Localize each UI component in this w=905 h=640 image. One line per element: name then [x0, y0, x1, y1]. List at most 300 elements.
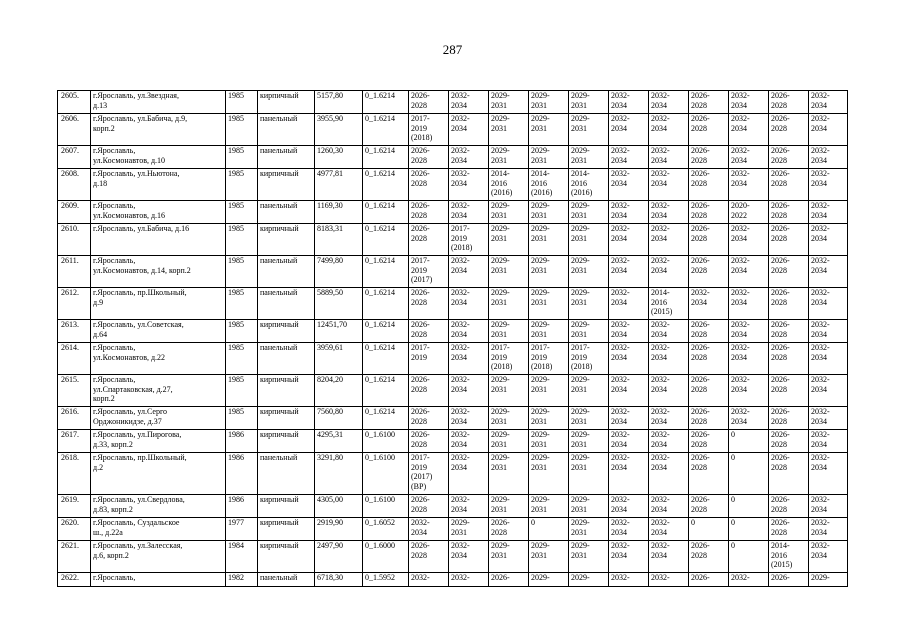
- period-cell: 2029- 2031: [529, 114, 569, 146]
- area-cell: 3291,80: [315, 453, 363, 495]
- period-cell: 2029- 2031: [529, 430, 569, 453]
- period-cell: 2032- 2034: [609, 256, 649, 288]
- period-cell: 2026- 2028: [689, 320, 729, 343]
- period-cell: 2026- 2028: [409, 495, 449, 518]
- period-cell: 2026- 2028: [689, 453, 729, 495]
- period-cell: 2014- 2016 (2016): [489, 169, 529, 201]
- table-body: [58, 91, 848, 587]
- period-cell: 2032- 2034: [649, 453, 689, 495]
- row-number-cell: 2618.: [58, 453, 91, 495]
- code-cell: 0_1.6100: [363, 430, 409, 453]
- period-cell: 2029- 2031: [569, 495, 609, 518]
- period-cell: 2029- 2031: [569, 91, 609, 114]
- row-number-cell: 2605.: [58, 91, 91, 114]
- address-cell: г.Ярославль, ул.Космонавтов, д.10: [91, 146, 226, 169]
- period-cell: 2026- 2028: [689, 146, 729, 169]
- period-cell: 2032- 2034: [649, 343, 689, 375]
- period-cell: 2014- 2016 (2015): [769, 541, 809, 573]
- period-cell: 2032- 2034: [609, 495, 649, 518]
- table-row: [58, 453, 848, 495]
- period-cell: 2026- 2028: [769, 256, 809, 288]
- period-cell: 2029- 2031: [489, 146, 529, 169]
- period-cell: 2029- 2031: [569, 430, 609, 453]
- period-cell: 2032- 2034: [649, 518, 689, 541]
- code-cell: 0_1.6000: [363, 541, 409, 573]
- area-cell: 4305,00: [315, 495, 363, 518]
- period-cell: 2029- 2031: [569, 375, 609, 407]
- row-number-cell: 2621.: [58, 541, 91, 573]
- period-cell: 2032- 2034: [449, 91, 489, 114]
- period-cell: 2017- 2019 (2018): [529, 343, 569, 375]
- period-cell: 2026- 2028: [769, 201, 809, 224]
- area-cell: 3955,90: [315, 114, 363, 146]
- code-cell: 0_1.6214: [363, 224, 409, 256]
- year-cell: 1985: [226, 114, 258, 146]
- table-row: [58, 495, 848, 518]
- period-cell: 2032- 2034: [609, 407, 649, 430]
- period-cell: 2029- 2031: [569, 518, 609, 541]
- table-row: [58, 169, 848, 201]
- year-cell: 1986: [226, 453, 258, 495]
- period-cell: 2017- 2019 (2018): [409, 114, 449, 146]
- code-cell: 0_1.5952: [363, 573, 409, 587]
- period-cell: 0: [529, 518, 569, 541]
- period-cell: 2029- 2031: [529, 256, 569, 288]
- code-cell: 0_1.6214: [363, 343, 409, 375]
- period-cell: 2029-: [569, 573, 609, 587]
- area-cell: 5157,80: [315, 91, 363, 114]
- period-cell: 2032- 2034: [649, 256, 689, 288]
- period-cell: 0: [689, 518, 729, 541]
- area-cell: 5889,50: [315, 288, 363, 320]
- period-cell: 2029- 2031: [569, 146, 609, 169]
- period-cell: 2032- 2034: [609, 201, 649, 224]
- period-cell: 2029-: [809, 573, 848, 587]
- year-cell: 1985: [226, 320, 258, 343]
- year-cell: 1984: [226, 541, 258, 573]
- period-cell: 2026- 2028: [689, 114, 729, 146]
- wall-material-cell: кирпичный: [258, 518, 315, 541]
- period-cell: 2032- 2034: [809, 407, 848, 430]
- address-cell: г.Ярославль, ул.Пирогова, д.33, корп.2: [91, 430, 226, 453]
- wall-material-cell: панельный: [258, 201, 315, 224]
- period-cell: 2032- 2034: [649, 541, 689, 573]
- code-cell: 0_1.6214: [363, 201, 409, 224]
- table-row: [58, 541, 848, 573]
- wall-material-cell: кирпичный: [258, 320, 315, 343]
- table-row: [58, 430, 848, 453]
- wall-material-cell: кирпичный: [258, 169, 315, 201]
- wall-material-cell: кирпичный: [258, 375, 315, 407]
- period-cell: 2032- 2034: [809, 256, 848, 288]
- period-cell: 2032- 2034: [449, 375, 489, 407]
- housing-repair-schedule-table: [57, 90, 848, 587]
- period-cell: 2029- 2031: [489, 91, 529, 114]
- period-cell: 2029- 2031: [569, 201, 609, 224]
- area-cell: 8183,31: [315, 224, 363, 256]
- period-cell: 2017- 2019 (2018): [449, 224, 489, 256]
- period-cell: 2026- 2028: [409, 430, 449, 453]
- period-cell: 2032-: [449, 573, 489, 587]
- period-cell: 2032- 2034: [809, 495, 848, 518]
- year-cell: 1986: [226, 430, 258, 453]
- wall-material-cell: панельный: [258, 288, 315, 320]
- period-cell: 2032- 2034: [649, 495, 689, 518]
- wall-material-cell: кирпичный: [258, 407, 315, 430]
- period-cell: 2026- 2028: [769, 343, 809, 375]
- wall-material-cell: панельный: [258, 256, 315, 288]
- period-cell: 2026- 2028: [409, 224, 449, 256]
- wall-material-cell: панельный: [258, 114, 315, 146]
- period-cell: 2029- 2031: [529, 453, 569, 495]
- period-cell: 2032- 2034: [809, 320, 848, 343]
- period-cell: 2032- 2034: [809, 453, 848, 495]
- period-cell: 2029- 2031: [449, 518, 489, 541]
- year-cell: 1986: [226, 495, 258, 518]
- period-cell: 2029- 2031: [489, 320, 529, 343]
- row-number-cell: 2613.: [58, 320, 91, 343]
- period-cell: 2029- 2031: [529, 375, 569, 407]
- wall-material-cell: панельный: [258, 343, 315, 375]
- period-cell: 2032- 2034: [649, 169, 689, 201]
- period-cell: 2032-: [729, 573, 769, 587]
- period-cell: 2029- 2031: [529, 320, 569, 343]
- period-cell: 2026- 2028: [769, 430, 809, 453]
- area-cell: 4295,31: [315, 430, 363, 453]
- period-cell: 0: [729, 541, 769, 573]
- period-cell: 2026-: [489, 573, 529, 587]
- address-cell: г.Ярославль, ул.Космонавтов, д.22: [91, 343, 226, 375]
- table-row: [58, 201, 848, 224]
- code-cell: 0_1.6214: [363, 114, 409, 146]
- period-cell: 2032-: [649, 573, 689, 587]
- period-cell: 2032- 2034: [729, 91, 769, 114]
- table-row: [58, 518, 848, 541]
- period-cell: 2032- 2034: [809, 114, 848, 146]
- row-number-cell: 2614.: [58, 343, 91, 375]
- area-cell: 7560,80: [315, 407, 363, 430]
- year-cell: 1985: [226, 407, 258, 430]
- period-cell: 2032- 2034: [729, 320, 769, 343]
- row-number-cell: 2607.: [58, 146, 91, 169]
- period-cell: 2026- 2028: [769, 114, 809, 146]
- period-cell: 2026- 2028: [689, 224, 729, 256]
- year-cell: 1985: [226, 169, 258, 201]
- code-cell: 0_1.6214: [363, 375, 409, 407]
- period-cell: 2032- 2034: [649, 320, 689, 343]
- period-cell: 2032- 2034: [729, 224, 769, 256]
- table-row: [58, 288, 848, 320]
- period-cell: 2026- 2028: [689, 169, 729, 201]
- period-cell: 2032- 2034: [809, 224, 848, 256]
- area-cell: 1260,30: [315, 146, 363, 169]
- period-cell: 2032- 2034: [809, 430, 848, 453]
- code-cell: 0_1.6214: [363, 320, 409, 343]
- address-cell: г.Ярославль, ул.Залесская, д.6, корп.2: [91, 541, 226, 573]
- period-cell: 2029- 2031: [529, 407, 569, 430]
- period-cell: 2026- 2028: [769, 169, 809, 201]
- period-cell: 2032- 2034: [449, 343, 489, 375]
- period-cell: 2032-: [409, 573, 449, 587]
- code-cell: 0_1.6214: [363, 169, 409, 201]
- address-cell: г.Ярославль, ул.Бабича, д.16: [91, 224, 226, 256]
- area-cell: 3959,61: [315, 343, 363, 375]
- period-cell: 2029- 2031: [529, 91, 569, 114]
- year-cell: 1985: [226, 91, 258, 114]
- period-cell: 2032- 2034: [649, 146, 689, 169]
- period-cell: 2026- 2028: [769, 288, 809, 320]
- period-cell: 2026-: [689, 573, 729, 587]
- area-cell: 12451,70: [315, 320, 363, 343]
- table-row: [58, 343, 848, 375]
- row-number-cell: 2612.: [58, 288, 91, 320]
- code-cell: 0_1.6100: [363, 495, 409, 518]
- period-cell: 2026- 2028: [409, 169, 449, 201]
- period-cell: 2032- 2034: [449, 256, 489, 288]
- table-row: [58, 407, 848, 430]
- wall-material-cell: кирпичный: [258, 224, 315, 256]
- year-cell: 1985: [226, 256, 258, 288]
- area-cell: 7499,80: [315, 256, 363, 288]
- period-cell: 2032- 2034: [729, 375, 769, 407]
- table-row: [58, 320, 848, 343]
- wall-material-cell: кирпичный: [258, 430, 315, 453]
- table-row: [58, 146, 848, 169]
- period-cell: 2032- 2034: [809, 288, 848, 320]
- period-cell: 2029- 2031: [529, 146, 569, 169]
- period-cell: 2032- 2034: [809, 91, 848, 114]
- period-cell: 2026- 2028: [689, 375, 729, 407]
- period-cell: 2017- 2019 (2018): [569, 343, 609, 375]
- period-cell: 2032- 2034: [449, 146, 489, 169]
- period-cell: 2032- 2034: [729, 256, 769, 288]
- period-cell: 2029- 2031: [489, 375, 529, 407]
- period-cell: 2032- 2034: [809, 343, 848, 375]
- period-cell: 2017- 2019: [409, 343, 449, 375]
- period-cell: 2026- 2028: [409, 541, 449, 573]
- period-cell: 0: [729, 495, 769, 518]
- period-cell: 2029- 2031: [529, 201, 569, 224]
- area-cell: 8204,20: [315, 375, 363, 407]
- period-cell: 2017- 2019 (2017): [409, 256, 449, 288]
- row-number-cell: 2610.: [58, 224, 91, 256]
- period-cell: 2026- 2028: [409, 320, 449, 343]
- period-cell: 2026- 2028: [769, 224, 809, 256]
- period-cell: 2032- 2034: [649, 91, 689, 114]
- period-cell: 2032- 2034: [809, 518, 848, 541]
- period-cell: 2029-: [529, 573, 569, 587]
- wall-material-cell: кирпичный: [258, 541, 315, 573]
- period-cell: 2026- 2028: [689, 256, 729, 288]
- period-cell: 2032- 2034: [729, 343, 769, 375]
- wall-material-cell: кирпичный: [258, 495, 315, 518]
- year-cell: 1985: [226, 288, 258, 320]
- period-cell: 2032- 2034: [409, 518, 449, 541]
- period-cell: 2032- 2034: [609, 320, 649, 343]
- period-cell: 2026-: [769, 573, 809, 587]
- period-cell: 2029- 2031: [489, 430, 529, 453]
- period-cell: 2032- 2034: [609, 453, 649, 495]
- period-cell: 2032- 2034: [729, 146, 769, 169]
- period-cell: 2032- 2034: [609, 375, 649, 407]
- period-cell: 2029- 2031: [489, 114, 529, 146]
- period-cell: 2026- 2028: [689, 91, 729, 114]
- period-cell: 0: [729, 453, 769, 495]
- period-cell: 2032- 2034: [729, 288, 769, 320]
- address-cell: г.Ярославль, ул.Звездная, д.13: [91, 91, 226, 114]
- row-number-cell: 2608.: [58, 169, 91, 201]
- period-cell: 2026- 2028: [409, 375, 449, 407]
- period-cell: 2032- 2034: [609, 146, 649, 169]
- address-cell: г.Ярославль, ул.Серго Орджоникидзе, д.37: [91, 407, 226, 430]
- period-cell: 2026- 2028: [689, 407, 729, 430]
- table-row: [58, 114, 848, 146]
- address-cell: г.Ярославль, пр.Школьный, д.2: [91, 453, 226, 495]
- period-cell: 2026- 2028: [769, 518, 809, 541]
- period-cell: 2032- 2034: [449, 430, 489, 453]
- period-cell: 2029- 2031: [489, 541, 529, 573]
- period-cell: 2032- 2034: [689, 288, 729, 320]
- period-cell: 2029- 2031: [569, 453, 609, 495]
- period-cell: 2026- 2028: [769, 320, 809, 343]
- period-cell: 2032- 2034: [809, 146, 848, 169]
- period-cell: 2032- 2034: [649, 375, 689, 407]
- period-cell: 2026- 2028: [689, 430, 729, 453]
- address-cell: г.Ярославль, ул.Космонавтов, д.16: [91, 201, 226, 224]
- wall-material-cell: панельный: [258, 573, 315, 587]
- period-cell: 2032- 2034: [609, 541, 649, 573]
- period-cell: 2029- 2031: [569, 407, 609, 430]
- row-number-cell: 2622.: [58, 573, 91, 587]
- period-cell: 2026- 2028: [689, 541, 729, 573]
- period-cell: 2032- 2034: [449, 407, 489, 430]
- period-cell: 2029- 2031: [489, 288, 529, 320]
- table-row: [58, 91, 848, 114]
- period-cell: 2026- 2028: [769, 91, 809, 114]
- period-cell: 2032- 2034: [729, 407, 769, 430]
- row-number-cell: 2617.: [58, 430, 91, 453]
- period-cell: 2032- 2034: [609, 91, 649, 114]
- address-cell: г.Ярославль, Суздальское ш., д.22а: [91, 518, 226, 541]
- period-cell: 2014- 2016 (2016): [529, 169, 569, 201]
- period-cell: 2032- 2034: [649, 224, 689, 256]
- year-cell: 1982: [226, 573, 258, 587]
- table-row: [58, 573, 848, 587]
- period-cell: 2026- 2028: [409, 407, 449, 430]
- period-cell: 2026- 2028: [409, 91, 449, 114]
- period-cell: 2020- 2022: [729, 201, 769, 224]
- row-number-cell: 2611.: [58, 256, 91, 288]
- period-cell: 2032- 2034: [449, 541, 489, 573]
- period-cell: 2017- 2019 (2018): [489, 343, 529, 375]
- code-cell: 0_1.6214: [363, 407, 409, 430]
- period-cell: 2032- 2034: [449, 169, 489, 201]
- period-cell: 2026- 2028: [689, 495, 729, 518]
- row-number-cell: 2619.: [58, 495, 91, 518]
- period-cell: 2032- 2034: [609, 518, 649, 541]
- period-cell: 2032- 2034: [449, 114, 489, 146]
- year-cell: 1985: [226, 146, 258, 169]
- period-cell: 2029- 2031: [529, 541, 569, 573]
- period-cell: 2032- 2034: [649, 430, 689, 453]
- area-cell: 2497,90: [315, 541, 363, 573]
- address-cell: г.Ярославль, ул.Спартаковская, д.27, корп.2: [91, 375, 226, 407]
- address-cell: г.Ярославль, ул.Ньютона, д.18: [91, 169, 226, 201]
- period-cell: 2026- 2028: [769, 495, 809, 518]
- table-row: [58, 256, 848, 288]
- period-cell: 2026- 2028: [769, 146, 809, 169]
- table-row: [58, 375, 848, 407]
- wall-material-cell: панельный: [258, 146, 315, 169]
- period-cell: 0: [729, 430, 769, 453]
- period-cell: 2026- 2028: [689, 343, 729, 375]
- row-number-cell: 2609.: [58, 201, 91, 224]
- code-cell: 0_1.6214: [363, 91, 409, 114]
- period-cell: 2026- 2028: [409, 288, 449, 320]
- area-cell: 4977,81: [315, 169, 363, 201]
- period-cell: 2029- 2031: [489, 224, 529, 256]
- year-cell: 1985: [226, 201, 258, 224]
- period-cell: 2029- 2031: [489, 256, 529, 288]
- period-cell: 2032- 2034: [729, 114, 769, 146]
- period-cell: 2032- 2034: [809, 201, 848, 224]
- row-number-cell: 2615.: [58, 375, 91, 407]
- period-cell: 2032- 2034: [649, 201, 689, 224]
- period-cell: 2014- 2016 (2015): [649, 288, 689, 320]
- period-cell: 2032- 2034: [729, 169, 769, 201]
- period-cell: 2026- 2028: [489, 518, 529, 541]
- period-cell: 2026- 2028: [769, 453, 809, 495]
- period-cell: 2032-: [609, 573, 649, 587]
- wall-material-cell: кирпичный: [258, 91, 315, 114]
- period-cell: 2026- 2028: [769, 407, 809, 430]
- period-cell: 2029- 2031: [569, 256, 609, 288]
- period-cell: 2032- 2034: [609, 430, 649, 453]
- row-number-cell: 2616.: [58, 407, 91, 430]
- period-cell: 2032- 2034: [449, 453, 489, 495]
- code-cell: 0_1.6100: [363, 453, 409, 495]
- wall-material-cell: панельный: [258, 453, 315, 495]
- row-number-cell: 2620.: [58, 518, 91, 541]
- period-cell: 2032- 2034: [649, 114, 689, 146]
- area-cell: 6718,30: [315, 573, 363, 587]
- year-cell: 1985: [226, 375, 258, 407]
- period-cell: 2029- 2031: [489, 201, 529, 224]
- period-cell: 2032- 2034: [449, 201, 489, 224]
- code-cell: 0_1.6052: [363, 518, 409, 541]
- address-cell: г.Ярославль, ул.Советская, д.64: [91, 320, 226, 343]
- address-cell: г.Ярославль, ул.Свердлова, д.83, корп.2: [91, 495, 226, 518]
- code-cell: 0_1.6214: [363, 146, 409, 169]
- period-cell: 2032- 2034: [649, 407, 689, 430]
- period-cell: 2032- 2034: [609, 288, 649, 320]
- area-cell: 2919,90: [315, 518, 363, 541]
- period-cell: 2032- 2034: [609, 169, 649, 201]
- year-cell: 1985: [226, 343, 258, 375]
- period-cell: 2026- 2028: [409, 201, 449, 224]
- year-cell: 1977: [226, 518, 258, 541]
- period-cell: 2029- 2031: [489, 407, 529, 430]
- period-cell: 2026- 2028: [409, 146, 449, 169]
- period-cell: 0: [729, 518, 769, 541]
- period-cell: 2017- 2019 (2017) (ВР): [409, 453, 449, 495]
- period-cell: 2032- 2034: [609, 224, 649, 256]
- period-cell: 2029- 2031: [529, 495, 569, 518]
- period-cell: 2032- 2034: [809, 541, 848, 573]
- period-cell: 2032- 2034: [449, 495, 489, 518]
- area-cell: 1169,30: [315, 201, 363, 224]
- table-row: [58, 224, 848, 256]
